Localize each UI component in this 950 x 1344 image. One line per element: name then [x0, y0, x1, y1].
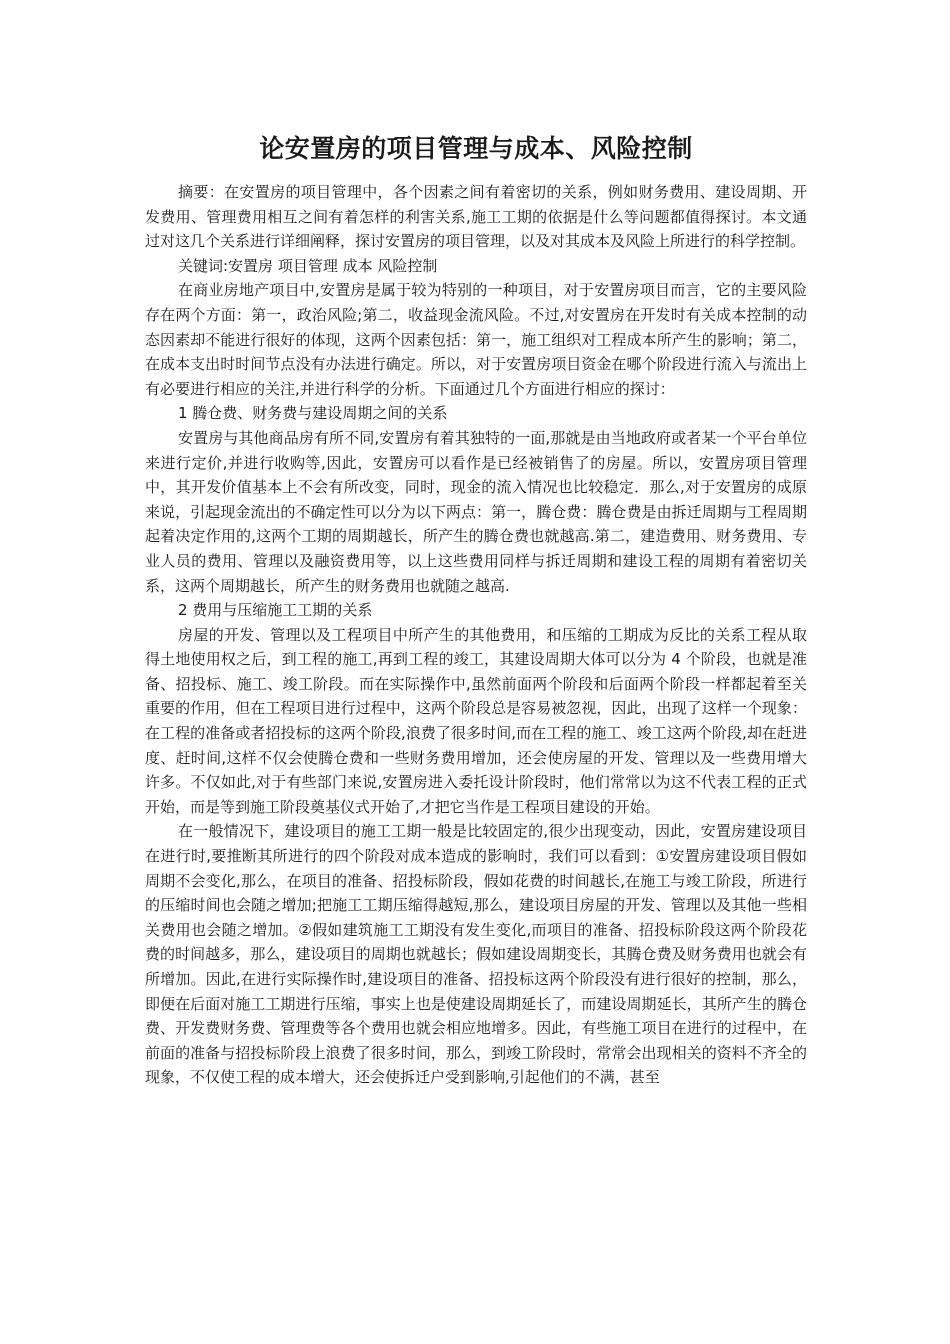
keywords-line: 关键词:安置房 项目管理 成本 风险控制 — [178, 256, 438, 275]
document-title: 论安置房的项目管理与成本、风险控制 — [259, 134, 693, 163]
document-page — [145, 128, 807, 1090]
section-2-heading: 2 费用与压缩施工工期的关系 — [178, 601, 373, 620]
abstract-paragraph: 摘要：在安置房的项目管理中，各个因素之间有着密切的关系，例如财务费用、建设周期、开发费用、管理费用相互之间有着怎样的利害关系,施工工期的依据是什么等问题都值得探讨。本文通过对这几个关系进行详细阐释，探讨安置房的项目管理，以及对其成本及风险上所进行的科学控制。 — [145, 183, 807, 251]
section-1-paragraph: 安置房与其他商品房有所不同,安置房有着其独特的一面,那就是由当地政府或者某一个平台单位来进行定价,并进行收购等,因此，安置房可以看作是已经被销售了的房屋。所以，安置房项目管理中，其开发价值基本上不会有所改变，同时，现金的流入情况也比较稳定．那么,对于安置房的成原来说，引起现金流出的不确定性可以分为以下两点：第一，腾仓费：腾仓费是由拆迁周期与工程周期起着决定作用的,这两个工期的周期越长，所产生的腾仓费也就越高.第二，建造费用、财务费用、专业人员的费用、管理以及融资费用等，以上这些费用同样与拆迁周期和建设工程的周期有着密切关系，这两个周期越长，所产生的财务费用也就随之越高. — [145, 428, 807, 595]
section-2-paragraph-1: 房屋的开发、管理以及工程项目中所产生的其他费用，和压缩的工期成为反比的关系工程从取得土地使用权之后，到工程的施工,再到工程的竣工，其建设周期大体可以分为 4 个阶段，也就是准备、招投标、施工、竣工阶段。而在实际操作中,虽然前面两个阶段和后面两个阶段一样都起着至关重要的作用，但在工程项目进行过程中，这两个阶段总是容易被忽视，因此，出现了这样一个现象：在工程的准备或者招投标的这两个阶段,浪费了很多时间,而在工程的施工、竣工这两个阶段,却在赶进度、赶时间,这样不仅会使腾仓费和一些财务费用增加，还会使房屋的开发、管理以及一些费用增大许多。不仅如此,对于有些部门来说,安置房进入委托设计阶段时，他们常常以为这不代表工程的正式开始，而是等到施工阶段奠基仪式开始了,才把它当作是工程项目建设的开始。 — [145, 625, 807, 816]
intro-paragraph: 在商业房地产项目中,安置房是属于较为特别的一种项目，对于安置房项目而言，它的主要风险存在两个方面：第一，政治风险;第二，收益现金流风险。不过,对安置房在开发时有关成本控制的动态因素却不能进行很好的体现，这两个因素包括：第一，施工组织对工程成本所产生的影响；第二，在成本支出时时间节点没有办法进行确定。所以，对于安置房项目资金在哪个阶段进行流入与流出上有必要进行相应的关注,并进行科学的分析。下面通过几个方面进行相应的探讨： — [145, 281, 807, 398]
section-1-heading: 1 腾仓费、财务费与建设周期之间的关系 — [178, 404, 448, 423]
section-2-paragraph-2: 在一般情况下，建设项目的施工工期一般是比较固定的,很少出现变动，因此，安置房建设项目在进行时,要推断其所进行的四个阶段对成本造成的影响时，我们可以看到：①安置房建设项目假如周期不会变化,那么，在项目的准备、招投标阶段，假如花费的时间越长,在施工与竣工阶段，所进行的压缩时间也会随之增加;把施工工期压缩得越短,那么，建设项目房屋的开发、管理以及其他一些相关费用也会随之增加。②假如建筑施工工期没有发生变化,而项目的准备、招投标阶段这两个阶段花费的时间越多，那么，建设项目的周期也就越长；假如建设周期变长，其腾仓费及财务费用也就会有所增加。因此,在进行实际操作时,建设项目的准备、招投标这两个阶段没有进行很好的控制，那么，即便在后面对施工工期进行压缩，事实上也是使建设周期延长了，而建设周期延长，其所产生的腾仓费、开发费财务费、管理费等各个费用也就会相应地增多。因此，有些施工项目在进行的过程中，在前面的准备与招投标阶段上浪费了很多时间，那么，到竣工阶段时，常常会出现相关的资料不齐全的现象，不仅使工程的成本增大，还会使拆迁户受到影响,引起他们的不满，甚至 — [145, 822, 807, 1087]
